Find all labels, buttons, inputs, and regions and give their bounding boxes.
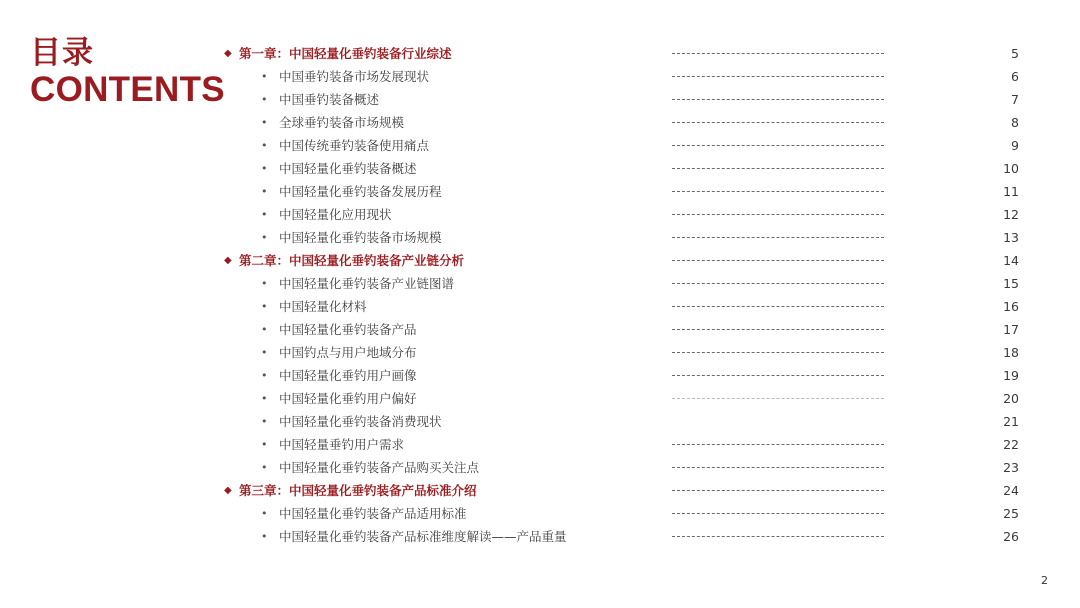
toc-item[interactable] [0,203,1080,226]
dotted-leader [672,467,884,468]
dotted-leader [672,513,884,514]
dotted-leader [672,191,884,192]
toc-item[interactable] [0,134,1080,157]
toc-page-number: 20 [1003,391,1019,406]
bullet-icon: • [261,300,268,313]
toc-page-number: 7 [1011,92,1019,107]
toc-label: 中国轻量化材料 [279,299,367,314]
toc-item[interactable] [0,525,1080,548]
toc-page-number: 8 [1011,115,1019,130]
toc-page-number: 24 [1003,483,1019,498]
toc-page-number: 10 [1003,161,1019,176]
toc-item[interactable] [0,341,1080,364]
toc-label: 中国传统垂钓装备使用痛点 [279,138,430,153]
page-number: 2 [1041,574,1048,587]
toc-item[interactable] [0,111,1080,134]
bullet-icon: • [261,530,268,543]
toc-item[interactable] [0,433,1080,456]
toc-item[interactable] [0,88,1080,111]
dotted-leader [672,444,884,445]
dotted-leader [672,329,884,330]
bullet-icon: • [261,185,268,198]
toc-label: 中国轻量化垂钓装备市场规模 [279,230,442,245]
dotted-leader [672,237,884,238]
toc-label: 中国轻量化垂钓装备产品适用标准 [279,506,467,521]
toc-item[interactable] [0,180,1080,203]
toc-page-number: 18 [1003,345,1019,360]
dotted-leader [672,375,884,376]
toc-page-number: 16 [1003,299,1019,314]
toc-label: 中国垂钓装备市场发展现状 [279,69,430,84]
toc-item[interactable] [0,295,1080,318]
bullet-icon: • [261,139,268,152]
toc-label: 全球垂钓装备市场规模 [279,115,405,130]
toc-page-number: 5 [1011,46,1019,61]
bullet-icon: • [261,392,268,405]
bullet-icon: • [261,415,268,428]
toc-page-number: 13 [1003,230,1019,245]
bullet-icon: • [261,461,268,474]
dotted-leader [672,168,884,169]
toc-item[interactable] [0,157,1080,180]
bullet-icon: • [261,277,268,290]
dotted-leader [672,122,884,123]
dotted-leader [672,53,884,54]
dotted-leader [672,536,884,537]
toc-chapter[interactable] [0,42,1080,65]
toc-label: 中国轻量化垂钓装备消费现状 [279,414,442,429]
toc-page-number: 6 [1011,69,1019,84]
bullet-icon: • [261,346,268,359]
toc-label: 中国轻量化垂钓装备产业链图谱 [279,276,455,291]
dotted-leader [672,214,884,215]
table-of-contents [0,42,1080,548]
toc-item[interactable] [0,364,1080,387]
dotted-leader [672,145,884,146]
bullet-icon: • [261,93,268,106]
dotted-leader [672,99,884,100]
bullet-icon: • [261,70,268,83]
toc-item[interactable] [0,65,1080,88]
toc-page-number: 12 [1003,207,1019,222]
toc-label: 第三章：中国轻量化垂钓装备产品标准介绍 [239,483,477,498]
toc-label: 中国轻量化垂钓用户画像 [279,368,417,383]
toc-item[interactable] [0,502,1080,525]
title-english: CONTENTS [30,70,225,109]
toc-page-number: 26 [1003,529,1019,544]
toc-page-number: 19 [1003,368,1019,383]
toc-page-number: 25 [1003,506,1019,521]
bullet-icon: • [261,438,268,451]
title-chinese: 目录 [30,35,94,71]
toc-item[interactable] [0,272,1080,295]
toc-page-number: 14 [1003,253,1019,268]
dotted-leader [672,306,884,307]
dotted-leader [672,76,884,77]
toc-item[interactable] [0,410,1080,433]
diamond-icon: ◆ [224,255,232,266]
bullet-icon: • [261,507,268,520]
toc-label: 第一章：中国轻量化垂钓装备行业综述 [239,46,452,61]
toc-page-number: 23 [1003,460,1019,475]
toc-label: 中国轻量垂钓用户需求 [279,437,405,452]
toc-item[interactable] [0,226,1080,249]
toc-label: 中国轻量化垂钓装备概述 [279,161,417,176]
toc-label: 中国轻量化垂钓装备产品 [279,322,417,337]
toc-label: 中国轻量化垂钓装备产品购买关注点 [279,460,480,475]
toc-item[interactable] [0,456,1080,479]
dotted-leader [672,352,884,353]
toc-item[interactable] [0,387,1080,410]
toc-page-number: 9 [1011,138,1019,153]
toc-page-number: 17 [1003,322,1019,337]
bullet-icon: • [261,231,268,244]
toc-chapter[interactable] [0,479,1080,502]
toc-label: 中国轻量化垂钓装备发展历程 [279,184,442,199]
toc-label: 中国轻量化垂钓装备产品标准维度解读——产品重量 [279,529,567,544]
toc-page-number: 22 [1003,437,1019,452]
toc-page-number: 15 [1003,276,1019,291]
diamond-icon: ◆ [224,485,232,496]
bullet-icon: • [261,116,268,129]
toc-label: 中国轻量化垂钓用户偏好 [279,391,417,406]
bullet-icon: • [261,369,268,382]
dotted-leader [672,398,884,399]
dotted-leader [672,283,884,284]
toc-chapter[interactable] [0,249,1080,272]
dotted-leader [672,260,884,261]
bullet-icon: • [261,323,268,336]
diamond-icon: ◆ [224,48,232,59]
dotted-leader [672,490,884,491]
toc-label: 中国钓点与用户地域分布 [279,345,417,360]
toc-page-number: 21 [1003,414,1019,429]
toc-item[interactable] [0,318,1080,341]
toc-label: 第二章：中国轻量化垂钓装备产业链分析 [239,253,465,268]
bullet-icon: • [261,208,268,221]
toc-label: 中国垂钓装备概述 [279,92,380,107]
bullet-icon: • [261,162,268,175]
toc-label: 中国轻量化应用现状 [279,207,392,222]
toc-page-number: 11 [1003,184,1019,199]
